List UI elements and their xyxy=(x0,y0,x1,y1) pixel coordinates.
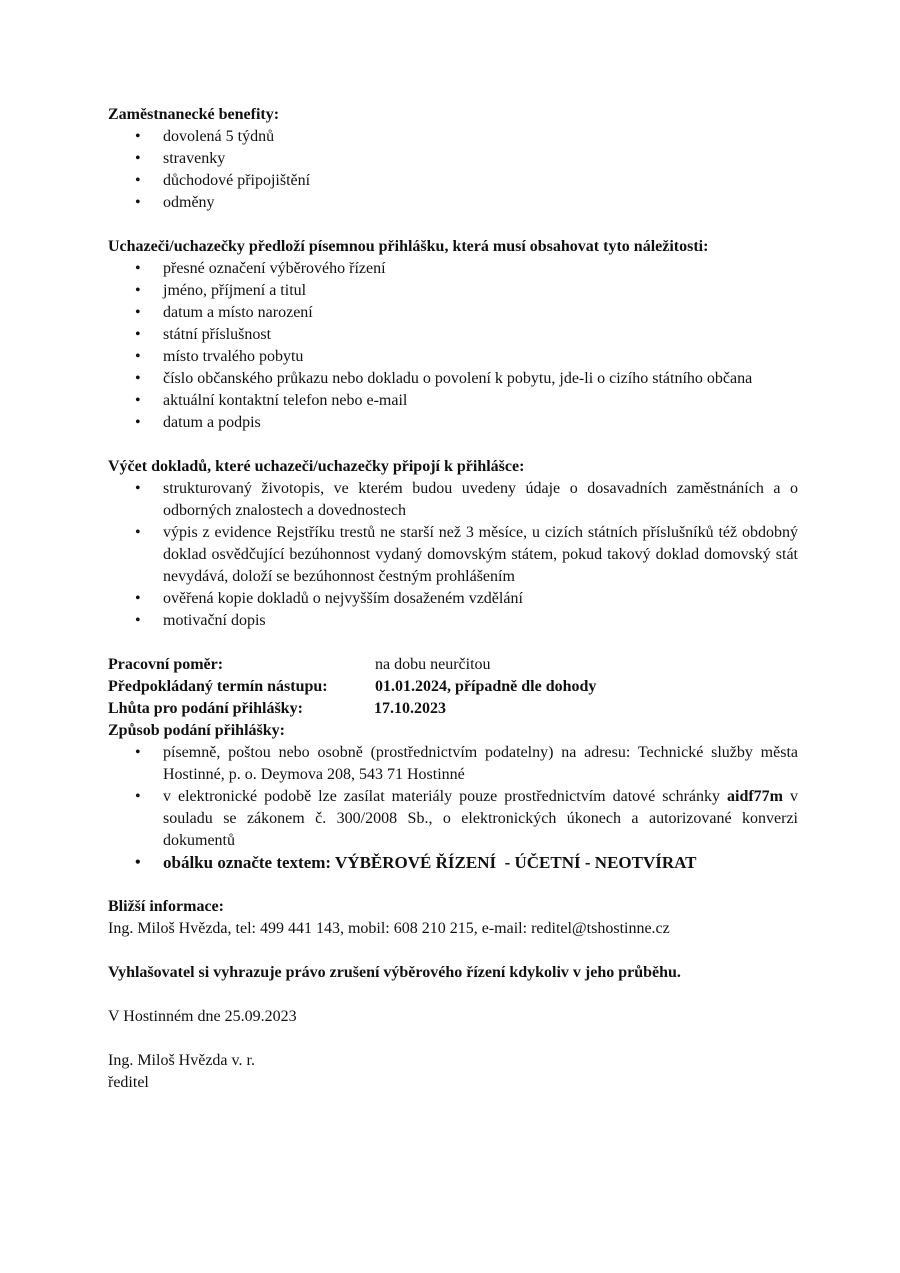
list-item: • státní příslušnost xyxy=(163,324,798,346)
application-heading: Uchazeči/uchazečky předloží písemnou přihlášku, která musí obsahovat tyto náležitosti: xyxy=(108,238,709,255)
reservation-section xyxy=(108,962,798,984)
list-item: • místo trvalého pobytu xyxy=(163,346,798,368)
submission-list xyxy=(108,742,798,874)
documents-list xyxy=(108,478,798,632)
list-item: • číslo občanského průkazu nebo dokladu o povolení k pobytu, jde-li o cizího státního občana xyxy=(163,368,798,390)
document-page xyxy=(108,104,798,1094)
start-row xyxy=(108,676,798,698)
submission-section xyxy=(108,720,798,874)
deadline-value: 17.10.2023 xyxy=(374,700,446,717)
place-date-section xyxy=(108,1006,798,1028)
signature-block xyxy=(108,1050,798,1094)
list-item xyxy=(163,786,798,852)
data-box-id: aidf77m xyxy=(727,788,783,805)
list-item: • výpis z evidence Rejstříku trestů ne starší než 3 měsíce, u cizích státních příslušníků též obdobný doklad osvědčující bezúhonnost vydaný domovským státem, pokud takový doklad domovský stát nevydává, doloží se bezúhonnost čestným prohlášením xyxy=(163,522,798,588)
submission-heading: Způsob podání přihlášky: xyxy=(108,722,285,739)
benefits-heading: Zaměstnanecké benefity: xyxy=(108,106,280,123)
deadline-label: Lhůta pro podání přihlášky: xyxy=(108,700,303,717)
deadline-row xyxy=(108,698,798,720)
list-item: • ověřená kopie dokladů o nejvyšším dosaženém vzdělání xyxy=(163,588,798,610)
envelope-mark: VÝBĚROVÉ ŘÍZENÍ - ÚČETNÍ - NEOTVÍRAT xyxy=(335,853,697,872)
list-item xyxy=(163,852,798,874)
list-item: • aktuální kontaktní telefon nebo e-mail xyxy=(163,390,798,412)
list-item: • písemně, poštou nebo osobně (prostřednictvím podatelny) na adresu: Technické služby města Hostinné, p. o. Deymova 208, 543 71 Hostinné xyxy=(163,742,798,786)
start-value: 01.01.2024, případně dle dohody xyxy=(375,678,597,695)
benefits-list xyxy=(108,126,798,214)
place-date: V Hostinném dne 25.09.2023 xyxy=(108,1008,297,1025)
info-heading: Bližší informace: xyxy=(108,898,224,915)
signature-title: ředitel xyxy=(108,1074,149,1091)
employment-row xyxy=(108,654,798,676)
submission-text: v souladu se zákonem č. 300/2008 Sb., o elektronických úkonech a autorizované konverzi dokumentů xyxy=(163,788,798,849)
documents-section xyxy=(108,456,798,632)
submission-text: v elektronické podobě lze zasílat materiály pouze prostřednictvím datové schránky xyxy=(163,788,727,805)
list-item: • strukturovaný životopis, ve kterém budou uvedeny údaje o dosavadních zaměstnáních a o odborných znalostech a dovednostech xyxy=(163,478,798,522)
application-list xyxy=(108,258,798,434)
employment-label: Pracovní poměr: xyxy=(108,656,224,673)
benefits-section xyxy=(108,104,798,214)
application-section xyxy=(108,236,798,434)
documents-heading: Výčet dokladů, které uchazeči/uchazečky připojí k přihlášce: xyxy=(108,458,525,475)
list-item: • datum a podpis xyxy=(163,412,798,434)
signature-name: Ing. Miloš Hvězda v. r. xyxy=(108,1052,255,1069)
list-item: • jméno, příjmení a titul xyxy=(163,280,798,302)
list-item: • přesné označení výběrového řízení xyxy=(163,258,798,280)
envelope-instruction: obálku označte textem: xyxy=(163,853,336,872)
employment-value: na dobu neurčitou xyxy=(375,656,491,673)
info-section xyxy=(108,896,798,940)
start-label: Předpokládaný termín nástupu: xyxy=(108,678,328,695)
list-item: • motivační dopis xyxy=(163,610,798,632)
contact-text: Ing. Miloš Hvězda, tel: 499 441 143, mobil: 608 210 215, e-mail: reditel@tshostinne.cz xyxy=(108,920,670,937)
list-item: • důchodové připojištění xyxy=(163,170,798,192)
list-item: • dovolená 5 týdnů xyxy=(163,126,798,148)
list-item: • stravenky xyxy=(163,148,798,170)
list-item: • odměny xyxy=(163,192,798,214)
reservation-text: Vyhlašovatel si vyhrazuje právo zrušení výběrového řízení kdykoliv v jeho průběhu. xyxy=(108,964,681,981)
list-item: • datum a místo narození xyxy=(163,302,798,324)
